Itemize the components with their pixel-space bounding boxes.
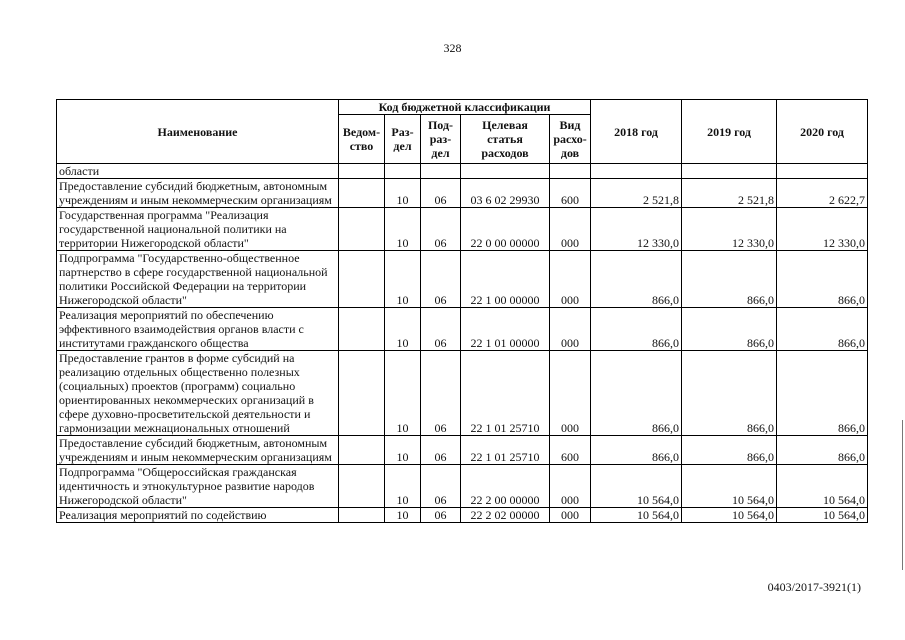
row-2019: 10 564,0 <box>682 508 777 523</box>
row-vid: 000 <box>550 251 591 308</box>
row-name: Подпрограмма "Государственно-общественное партнерство в сфере государственной национальной политики Российской Федерации на территории Нижегородской области" <box>57 251 339 308</box>
row-podrazdel: 06 <box>421 179 461 208</box>
row-tselevaya: 03 6 02 29930 <box>461 179 550 208</box>
row-2018: 866,0 <box>591 251 682 308</box>
row-2020: 10 564,0 <box>777 465 868 508</box>
document-code: 0403/2017-3921(1) <box>767 580 861 594</box>
row-podrazdel: 06 <box>421 465 461 508</box>
row-2018: 10 564,0 <box>591 508 682 523</box>
row-2019: 866,0 <box>682 251 777 308</box>
row-tselevaya: 22 1 01 25710 <box>461 351 550 436</box>
row-podrazdel: 06 <box>421 508 461 523</box>
row-podrazdel: 06 <box>421 251 461 308</box>
row-razdel: 10 <box>385 308 421 351</box>
row-2019: 866,0 <box>682 436 777 465</box>
table-row <box>57 508 868 523</box>
table-row <box>57 164 868 179</box>
row-razdel: 10 <box>385 179 421 208</box>
table-row <box>57 436 868 465</box>
row-vedomstvo <box>339 308 385 351</box>
row-2020: 866,0 <box>777 251 868 308</box>
row-vid: 000 <box>550 351 591 436</box>
row-2019: 12 330,0 <box>682 208 777 251</box>
row-name: Предоставление грантов в форме субсидий на реализацию отдельных общественно полезных (социальных) проектов (программ) социально ориентированных некоммерческих организаций в сфере духовно-просветительской деятельности и гармонизации межнациональных отношений <box>57 351 339 436</box>
row-2019: 2 521,8 <box>682 179 777 208</box>
header-2018: 2018 год <box>591 100 682 164</box>
row-vid: 000 <box>550 508 591 523</box>
row-name: Государственная программа "Реализация государственной национальной политики на территории Нижегородской области" <box>57 208 339 251</box>
row-2018: 866,0 <box>591 308 682 351</box>
row-2019: 10 564,0 <box>682 465 777 508</box>
row-vid <box>550 164 591 179</box>
row-2018 <box>591 164 682 179</box>
row-2020: 866,0 <box>777 351 868 436</box>
row-2018: 12 330,0 <box>591 208 682 251</box>
row-2020: 2 622,7 <box>777 179 868 208</box>
row-vid: 000 <box>550 208 591 251</box>
row-tselevaya <box>461 164 550 179</box>
row-2020: 866,0 <box>777 308 868 351</box>
row-tselevaya: 22 1 00 00000 <box>461 251 550 308</box>
row-podrazdel: 06 <box>421 351 461 436</box>
row-tselevaya: 22 2 02 00000 <box>461 508 550 523</box>
header-vedomstvo: Ведом-ство <box>339 115 385 164</box>
row-razdel: 10 <box>385 465 421 508</box>
row-razdel <box>385 164 421 179</box>
header-podrazdel: Под-раз-дел <box>421 115 461 164</box>
row-vid: 000 <box>550 308 591 351</box>
row-vid: 600 <box>550 436 591 465</box>
table-row <box>57 251 868 308</box>
row-name: Предоставление субсидий бюджетным, автономным учреждениям и иным некоммерческим организациям <box>57 436 339 465</box>
row-name: области <box>57 164 339 179</box>
row-2020: 866,0 <box>777 436 868 465</box>
row-2018: 866,0 <box>591 436 682 465</box>
header-vid-raskhodov: Вид расхо-дов <box>550 115 591 164</box>
row-vedomstvo <box>339 164 385 179</box>
row-vedomstvo <box>339 179 385 208</box>
table-row <box>57 179 868 208</box>
header-tselevaya-statya: Целевая статья расходов <box>461 115 550 164</box>
row-razdel: 10 <box>385 508 421 523</box>
row-vedomstvo <box>339 351 385 436</box>
header-2019: 2019 год <box>682 100 777 164</box>
row-name: Подпрограмма "Общероссийская гражданская идентичность и этнокультурное развитие народов Нижегородской области" <box>57 465 339 508</box>
table-row <box>57 351 868 436</box>
row-razdel: 10 <box>385 351 421 436</box>
row-2019: 866,0 <box>682 351 777 436</box>
row-tselevaya: 22 0 00 00000 <box>461 208 550 251</box>
row-2020 <box>777 164 868 179</box>
header-2020: 2020 год <box>777 100 868 164</box>
row-vedomstvo <box>339 465 385 508</box>
page-number: 328 <box>443 41 462 55</box>
row-podrazdel: 06 <box>421 208 461 251</box>
row-2018: 2 521,8 <box>591 179 682 208</box>
row-name: Реализация мероприятий по обеспечению эффективного взаимодействия органов власти с институтами гражданского общества <box>57 308 339 351</box>
table-row <box>57 208 868 251</box>
row-vedomstvo <box>339 436 385 465</box>
row-2018: 866,0 <box>591 351 682 436</box>
row-vedomstvo <box>339 208 385 251</box>
table-row <box>57 308 868 351</box>
row-2020: 12 330,0 <box>777 208 868 251</box>
row-podrazdel: 06 <box>421 308 461 351</box>
row-name: Предоставление субсидий бюджетным, автономным учреждениям и иным некоммерческим организациям <box>57 179 339 208</box>
header-razdel: Раз-дел <box>385 115 421 164</box>
budget-table <box>56 99 868 523</box>
row-razdel: 10 <box>385 436 421 465</box>
row-razdel: 10 <box>385 251 421 308</box>
header-budget-code-group: Код бюджетной классификации <box>339 100 591 115</box>
row-2019: 866,0 <box>682 308 777 351</box>
row-vid: 600 <box>550 179 591 208</box>
table-row <box>57 465 868 508</box>
row-2019 <box>682 164 777 179</box>
row-tselevaya: 22 2 00 00000 <box>461 465 550 508</box>
scan-edge-line <box>902 420 903 570</box>
row-podrazdel <box>421 164 461 179</box>
row-2018: 10 564,0 <box>591 465 682 508</box>
row-2020: 10 564,0 <box>777 508 868 523</box>
row-tselevaya: 22 1 01 00000 <box>461 308 550 351</box>
row-podrazdel: 06 <box>421 436 461 465</box>
row-razdel: 10 <box>385 208 421 251</box>
row-vedomstvo <box>339 508 385 523</box>
row-name: Реализация мероприятий по содействию <box>57 508 339 523</box>
row-vid: 000 <box>550 465 591 508</box>
row-vedomstvo <box>339 251 385 308</box>
row-tselevaya: 22 1 01 25710 <box>461 436 550 465</box>
header-name: Наименование <box>57 100 339 164</box>
